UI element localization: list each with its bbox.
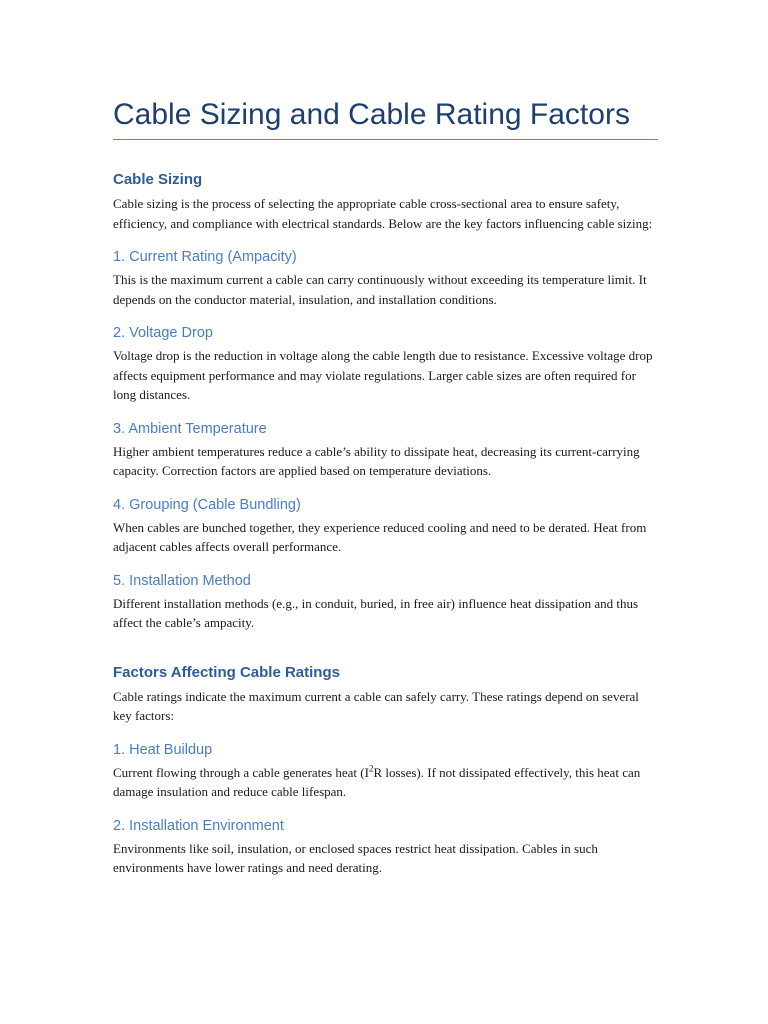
section-heading-cable-sizing: Cable Sizing xyxy=(113,171,203,188)
section-intro-cable-sizing: Cable sizing is the process of selecting the appropriate cable cross-sectional area to ensure safety, efficiency, and compliance with electrical standards. Below are the key factors influencing cable sizing: xyxy=(113,196,653,231)
subheading-installation-method: 5. Installation Method xyxy=(113,572,251,589)
subheading-heat-buildup: 1. Heat Buildup xyxy=(113,741,213,758)
subheading-installation-environment: 2. Installation Environment xyxy=(113,817,284,834)
document-title: Cable Sizing and Cable Rating Factors xyxy=(113,98,630,131)
subheading-voltage-drop: 2. Voltage Drop xyxy=(113,325,213,341)
subheading-current-rating: 1. Current Rating (Ampacity) xyxy=(113,249,297,265)
paragraph-installation-method: Different installation methods (e.g., in conduit, buried, in free air) influence heat dissipation and thus affect the cable’s ampacity. xyxy=(113,595,639,630)
paragraph-voltage-drop: Voltage drop is the reduction in voltage along the cable length due to resistance. Excessive voltage drop affects equipment performance and may violate regulations. Larger cable sizes are often required for long distances. xyxy=(113,348,653,402)
section-heading-cable-ratings: Factors Affecting Cable Ratings xyxy=(113,663,340,681)
paragraph-ambient-temperature: Higher ambient temperatures reduce a cable’s ability to dissipate heat, decreasing its current-carrying capacity. Correction factors are applied based on temperature deviations. xyxy=(113,443,640,478)
heat-buildup-text-end: R losses). If not dissipated effectively, this heat can damage insulation and reduce cable lifespan. xyxy=(113,764,641,799)
paragraph-grouping: When cables are bunched together, they experience reduced cooling and need to be derated. Heat from adjacent cables affects overall performance. xyxy=(113,519,647,554)
superscript-two: 2 xyxy=(368,763,374,774)
paragraph-current-rating: This is the maximum current a cable can carry continuously without exceeding its temperature limit. It depends on the conductor material, insulation, and installation conditions. xyxy=(113,272,647,307)
title-underline xyxy=(113,139,658,140)
document-content xyxy=(113,96,658,878)
subheading-grouping: 4. Grouping (Cable Bundling) xyxy=(113,496,301,513)
subheading-ambient-temperature: 3. Ambient Temperature xyxy=(113,420,267,437)
paragraph-installation-environment: Environments like soil, insulation, or enclosed spaces restrict heat dissipation. Cables in such environments have lower ratings and need derating. xyxy=(113,840,598,875)
section-intro-cable-ratings: Cable ratings indicate the maximum current a cable can safely carry. These ratings depend on several key factors: xyxy=(113,688,639,723)
paragraph-heat-buildup xyxy=(113,763,658,802)
heat-buildup-text-start: Current flowing through a cable generates heat (I xyxy=(113,764,369,780)
